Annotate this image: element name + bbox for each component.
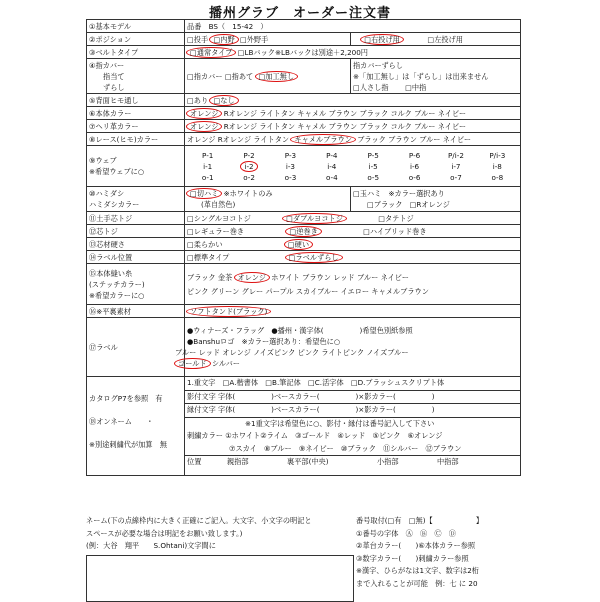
body-color-option[interactable]: Rオレンジ [223,108,258,118]
core-options[interactable] [185,225,521,238]
embroidery-colors-1[interactable]: 刺繍カラー ①ホワイト②ライム ③ゴールド ④レッド ⑤ピンク ⑥オレンジ [187,431,443,440]
web-row-i [187,161,518,172]
opt-reverse[interactable]: □逆巻き [285,226,321,237]
lbl-line-2[interactable]: ●Banshuロゴ ※カラー選択あり：希望色に○ [187,337,341,346]
web-option[interactable]: o-7 [450,172,462,182]
hami-white-note: ※ホワイトのみ [223,189,273,198]
opt-belt-lb[interactable]: □LBバック※LBバックは別途＋2,200円 [237,47,368,57]
opt-pitcher[interactable]: □投手 [187,34,209,44]
thumb-label: ⑪土手芯トジ [87,212,185,225]
lace-color-option[interactable]: ネイビー [442,134,472,144]
web-option[interactable]: i-5 [368,161,378,171]
lace-color-label: ⑧レース(ヒモ)カラー [87,133,185,146]
lbl-color[interactable]: ゴールド [174,358,211,369]
model-value[interactable]: 品番 BS（ 15-42 ） [185,20,521,33]
opt-right-throw[interactable]: □右投げ用 [360,34,404,45]
web-option[interactable]: i-3 [285,161,296,171]
lbl-options[interactable] [175,318,521,377]
web-option[interactable]: i-7 [451,161,461,171]
thread-option[interactable]: ブラウン [302,272,331,282]
thread-options[interactable] [185,264,521,305]
name-instr-1: ネーム(下の点線枠内に大きく正確にご記入。大文字、小文字の明記と [86,516,312,525]
flat-label: ⑯※平裏素材 [87,305,185,318]
lbl-color[interactable]: レッド [198,348,221,357]
lbl-color[interactable]: ブルー [175,348,197,357]
thread-option[interactable]: グリーン [210,286,240,296]
position-label: ②ポジション [87,33,185,46]
embroidery-colors-2[interactable]: ⑦スカイ ⑧ブルー ⑨ネイビー ⑩ブラック ⑪シルバー ⑫ブラウン [185,443,520,457]
opt-back-no[interactable]: □なし [209,95,238,106]
opt-label-shift[interactable]: □ラベルずらし [285,252,343,263]
opt-soft-tand[interactable]: ソフトタンド(ブラック) [186,306,271,317]
name-instructions [86,515,354,553]
opt-hami-black[interactable]: □ブラック [366,200,403,209]
edge-color-option[interactable]: キャメル [297,121,327,131]
opt-belt-normal[interactable]: □通常タイプ [186,47,236,58]
core-label: ⑫芯トジ [87,225,185,238]
opt-soft[interactable]: □柔らかい [187,239,223,249]
position-options[interactable] [185,33,351,46]
belt-options[interactable] [185,46,521,59]
thread-option[interactable]: オレンジ [234,272,270,283]
pad-label-2: 指当て [103,71,125,81]
lbl-color[interactable]: ピンク [297,348,320,357]
lace-color-options[interactable] [185,133,521,146]
edge-color-option[interactable]: ライトタン [259,121,296,131]
name-fonts[interactable]: 1.重文字 □A.楷書体 □B.筆記体 □C.活字体 □D.ブラッシュスクリプト体 [185,377,520,391]
bottom-section [86,515,521,600]
web-label [87,146,185,187]
thread-option[interactable]: ブルー [356,272,379,282]
order-form-table [86,19,521,476]
pad-shift-options[interactable] [353,82,518,93]
throw-options[interactable] [350,33,520,46]
opt-left-throw[interactable]: □左投げ用 [427,34,463,44]
name-entry-box[interactable] [86,555,354,602]
pos-thumb[interactable]: 親指部 [227,457,249,466]
web-row-p [187,150,518,161]
thread-option[interactable]: 金茶 [217,272,233,282]
opt-vertical[interactable]: □タテトジ [378,213,414,223]
hard-options[interactable] [185,238,521,251]
opt-index-finger[interactable]: □人さし指 [352,82,389,92]
lbl-color[interactable]: ライトピンク [321,348,365,357]
lace-color-option[interactable]: ブラウン [388,134,417,144]
web-option[interactable]: o-5 [367,172,380,182]
web-option[interactable]: P-1 [202,150,214,160]
lace-color-option[interactable]: ブラック [357,134,386,144]
thread-option[interactable]: パープル [265,286,294,296]
lace-color-option[interactable]: オレンジ [187,134,216,144]
belt-label: ③ベルトタイプ [87,46,185,59]
pos-middle[interactable]: 中指部 [437,457,459,466]
back-label: ⑤背面ヒモ通し [87,94,185,107]
opt-single[interactable]: □シングルヨコトジ [187,213,251,223]
number-attach[interactable]: 番号取付(□有 □無)【 】 [356,516,484,525]
name-shadow-font[interactable]: 影付文字 字体( )ベースカラー( )×影カラー( ) [185,391,520,405]
pad-shift-note: ※「加工無し」は「ずらし」は出来ません [352,71,489,81]
position-title: 位置 [187,457,202,466]
pos-pinky[interactable]: 小指部 [377,457,399,466]
edge-color-option[interactable]: ネイビー [437,121,467,131]
opt-finger-cover[interactable]: □指カバー [187,71,223,81]
opt-outfield[interactable]: □外野手 [239,34,269,44]
body-color-option[interactable]: ブラック [359,108,389,118]
opt-regular[interactable]: □レギュラー巻き [187,226,245,236]
thread-option[interactable]: イエロー [340,286,370,296]
hami-natural-note: (革自然色) [201,200,236,209]
opt-no-processing[interactable]: □加工無し [255,71,299,82]
web-option[interactable]: P-2 [243,150,255,160]
edge-color-option[interactable]: コルク [390,121,412,131]
opt-ball-hami[interactable]: □玉ハミ ※カラー選択あり [352,189,445,198]
name-note: ※1重文字は希望色に○、影付・縁付は番号記入して下さい [245,418,435,428]
name-instr-2: スペースが必要な場合は明記をお願い致します。) [86,528,243,538]
thread-label-3: ※希望カラーに○ [89,290,145,300]
edge-color-option[interactable]: オレンジ [186,121,222,132]
body-color-option[interactable]: ブラウン [328,108,358,118]
web-option[interactable]: o-3 [284,172,297,182]
thread-option[interactable]: スカイブルー [295,286,339,296]
name-label-2: ⑱オンネーム ・ [89,417,154,426]
name-label-1: カタログP7を参照 有 [89,394,163,403]
opt-back-yes[interactable]: □あり [187,95,209,105]
number-color[interactable]: ③数字カラー( )刺繍カラー参照 [356,553,469,563]
edge-color-option[interactable]: ブラウン [328,121,358,131]
web-option[interactable]: o-2 [243,172,255,182]
lbl-color[interactable]: ノイズブルー [366,348,409,357]
thread-option[interactable]: キャメルブラウン [371,286,429,296]
thread-option[interactable]: ホワイト [271,272,300,282]
edge-color-option[interactable]: ブルー [414,121,436,131]
opt-infield[interactable]: □内野 [209,34,238,45]
edge-color-option[interactable]: ブラック [359,121,389,131]
pad-label-1: ④指カバー [89,60,125,70]
web-option[interactable]: i-4 [327,161,337,171]
edge-color-options[interactable] [185,120,521,133]
hami-label [87,187,185,212]
pad-label [87,59,185,94]
web-option[interactable]: o-6 [408,172,421,182]
lace-color-option[interactable]: ブルー [419,134,441,144]
thread-label-1: ⑮本体縫い糸 [89,268,133,278]
leather-base-color[interactable]: ②革台カラー( )⑥本体カラー参照 [356,541,476,550]
body-color-option[interactable]: コルク [390,108,412,118]
name-options[interactable] [185,377,521,476]
opt-double[interactable]: □ダブルヨコトジ [282,213,347,224]
model-label: ①基本モデル [87,20,185,33]
flat-options[interactable] [185,305,521,318]
pad-shift-title: 指カバーずらし [352,60,403,70]
page-title: 播州グラブ オーダー注文書 [208,6,391,21]
number-section [356,515,521,590]
web-row-o [187,172,518,183]
thread-label [87,264,185,305]
lbl-color[interactable]: ノイズピンク [253,348,296,357]
thread-option[interactable]: ネイビー [380,272,409,282]
body-color-option[interactable]: ブルー [414,108,436,118]
name-label-3: ※別途刺繍代が加算 無 [89,440,167,449]
opt-finger-pad[interactable]: □指あて [224,71,254,81]
web-option[interactable]: P-3 [284,150,297,160]
pad-shift-cell [350,59,520,94]
lbl-label: ⑰ラベル [87,318,185,377]
pos-back-center[interactable]: 裏平部(中央) [287,457,329,466]
web-option[interactable] [228,161,269,172]
number-note-2: まで入れることが可能 例：七 に 20 [356,578,478,588]
web-label-1: ⑨ウェブ [89,156,117,165]
ball-hami-cell[interactable] [350,187,520,212]
number-font[interactable]: ①番号の字体 Ⓐ Ⓑ Ⓒ Ⓓ [356,528,456,538]
body-color-label: ⑥本体カラー [87,107,185,120]
number-note-1: ※漢字、ひらがなは1文字、数字は2桁 [356,566,479,575]
name-label [87,377,185,476]
opt-hami-rorange[interactable]: □Rオレンジ [409,200,450,209]
web-option[interactable]: P-4 [326,150,338,160]
lbl-color[interactable]: オレンジ [222,348,251,357]
lace-color-option[interactable]: ライトタン [253,134,290,144]
pad-label-3: ずらし [103,82,125,92]
web-option-selected[interactable]: i-2 [240,161,257,172]
edge-color-label: ⑦ヘリ革カラー [87,120,185,133]
web-option[interactable]: P-6 [408,150,421,160]
web-option[interactable]: o-4 [325,172,338,182]
lbl-line-1[interactable]: ●ウィナーズ・フラッグ ●播州・漢字体( )希望色別紙参照 [187,326,413,335]
thumb-options[interactable] [185,212,521,225]
body-color-option[interactable]: オレンジ [186,108,222,119]
web-option[interactable]: P/i-3 [489,150,506,160]
web-option[interactable]: o-1 [201,172,214,182]
web-option[interactable]: i-8 [492,161,502,171]
thread-label-2: (ステッチカラー) [89,279,145,289]
thread-option[interactable]: ピンク [187,286,209,296]
body-color-option[interactable]: ライトタン [259,108,296,118]
label-pos-options[interactable] [185,251,521,264]
thread-option[interactable]: ブラック [187,272,216,282]
web-option[interactable]: P/i-2 [447,150,464,160]
web-option[interactable]: i-6 [409,161,420,171]
web-label-2: ※希望ウェブに○ [89,167,145,176]
lace-color-option[interactable]: Rオレンジ [217,134,252,144]
body-color-option[interactable]: キャメル [297,108,327,118]
thread-option[interactable]: グレー [241,286,264,296]
lace-color-option[interactable]: キャメルブラウン [290,134,356,145]
web-option[interactable]: o-8 [491,172,504,182]
web-option[interactable]: P-5 [367,150,379,160]
name-position-row[interactable] [185,456,520,469]
lbl-color[interactable]: シルバー [211,359,240,368]
back-options[interactable] [185,94,521,107]
web-options[interactable] [185,146,521,187]
hami-label-1: ⑩ハミダシ [89,189,125,198]
hami-options[interactable] [185,187,351,212]
opt-hybrid[interactable]: □ハイブリッド巻き [363,226,427,236]
web-option[interactable]: i-1 [203,161,213,171]
body-color-option[interactable]: ネイビー [437,108,467,118]
opt-middle-finger[interactable]: □中指 [405,82,427,92]
label-pos-label: ⑭ラベル位置 [87,251,185,264]
name-instr-3: (例：大谷 翔平 S.Ohtani)文字間に [86,541,216,550]
hami-label-2: ハミダシカラー [89,200,140,209]
name-border-font[interactable]: 縁付文字 字体( )ベースカラー( )×影カラー( ) [185,404,520,418]
hard-label: ⑬芯材硬さ [87,238,185,251]
opt-cut-hami[interactable]: □切ハミ [186,188,222,199]
opt-hard[interactable]: □硬い [284,239,313,250]
body-color-options[interactable] [185,107,521,120]
edge-color-option[interactable]: Rオレンジ [223,121,258,131]
pad-options[interactable] [185,59,351,94]
opt-standard[interactable]: □標準タイプ [187,252,230,262]
thread-option[interactable]: レッド [333,272,355,282]
